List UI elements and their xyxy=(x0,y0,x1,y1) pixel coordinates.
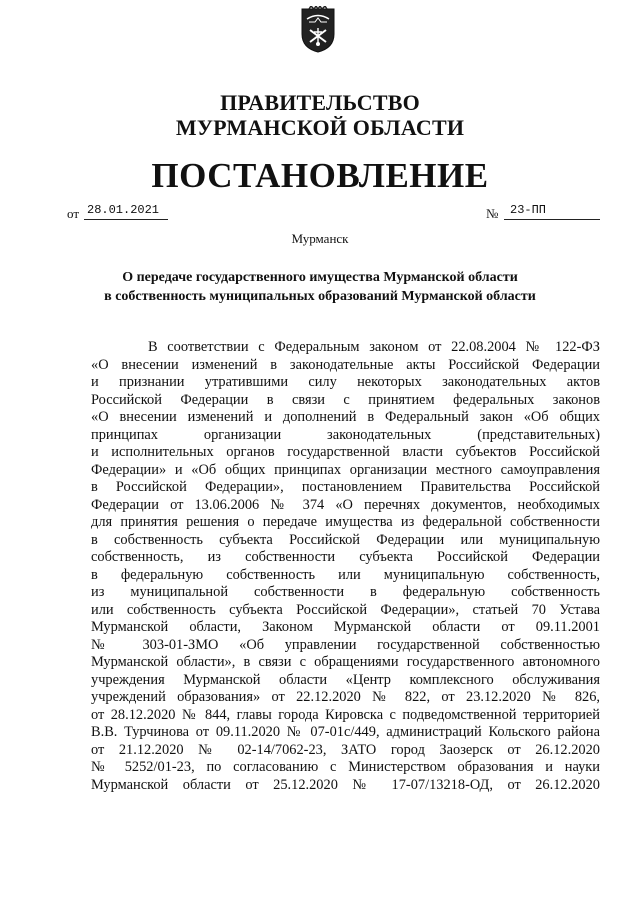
body-line: и признании утратившими силу некоторых законодательных актов xyxy=(91,374,600,390)
body-line: № 5252/01-23, по согласованию с Министерством образования и науки xyxy=(91,759,600,775)
body-line: собственность, из собственности субъекта Российской Федерации xyxy=(91,549,600,565)
body-line: от 21.12.2020 № 02-14/7062-23, ЗАТО город Заозерск от 26.12.2020 xyxy=(91,741,600,758)
body-line: для принятия решения о передаче имущества из федеральной собственности xyxy=(91,514,600,530)
body-line: принципах организации законодательных (представительных) xyxy=(91,426,600,443)
date-value: 28.01.2021 xyxy=(87,203,160,217)
subject-line-1: О передаче государственного имущества Мурманской области xyxy=(122,270,518,285)
body-line: в собственность субъекта Российской Федерации или муниципальную xyxy=(91,531,600,548)
body-line: «О внесении изменений и дополнений в Федеральный закон «Об общих xyxy=(91,409,600,425)
body-line: В.В. Турчинова от 09.11.2020 № 07-01с/449, администраций Кольского района xyxy=(91,724,600,740)
date-underline xyxy=(84,219,168,220)
body-paragraph xyxy=(91,339,600,794)
government-name-line2: МУРМАНСКОЙ ОБЛАСТИ xyxy=(175,115,465,140)
body-line: Мурманской области от 25.12.2020 № 17-07/13218-ОД, от 26.12.2020 xyxy=(91,776,600,793)
body-line: или собственность субъекта Российской Федерации», статьей 70 Устава xyxy=(91,601,600,618)
number-prefix: № xyxy=(486,206,499,221)
city-name: Мурманск xyxy=(291,231,349,246)
document-type-title: ПОСТАНОВЛЕНИЕ xyxy=(151,156,489,195)
body-line: Федерации» и «Об общих принципах организации местного самоуправления xyxy=(91,461,600,478)
number-value: 23-ПП xyxy=(510,203,547,217)
body-line: и исполнительных органов государственной власти субъектов Российской xyxy=(91,444,600,460)
body-line: В соответствии с Федеральным законом от 22.08.2004 № 122-ФЗ xyxy=(148,339,600,355)
body-line: № 303-01-ЗМО «Об управлении государственной собственностью xyxy=(91,636,600,653)
coat-of-arms-icon xyxy=(298,6,338,54)
subject-line-2: в собственность муниципальных образований Мурманской области xyxy=(104,289,536,304)
government-name-line1: ПРАВИТЕЛЬСТВО xyxy=(220,90,420,115)
body-line: учреждения Мурманской области «Центр комплексного обслуживания xyxy=(91,671,600,688)
body-line: от 28.12.2020 № 844, главы города Кировска с подведомственной территорией xyxy=(91,706,600,723)
body-line: учреждений образования» от 22.12.2020 № 822, от 23.12.2020 № 826, xyxy=(91,689,600,705)
body-line: Российской Федерации в связи с принятием федеральных законов xyxy=(91,391,600,408)
body-line: Мурманской области, Законом Мурманской области от 09.11.2001 xyxy=(91,619,600,635)
body-line: в Российской Федерации», постановлением Правительства Российской xyxy=(91,479,600,495)
body-line: Мурманской области», в связи с обращениями государственного автономного xyxy=(91,654,600,670)
body-line: в федеральную собственность или муниципальную собственность, xyxy=(91,566,600,583)
body-line: Федерации от 13.06.2006 № 374 «О перечнях документов, необходимых xyxy=(91,496,600,513)
body-line: из муниципальной собственности в федеральную собственность xyxy=(91,584,600,600)
number-underline xyxy=(504,219,600,220)
date-prefix: от xyxy=(67,206,80,221)
body-line: «О внесении изменений в законодательные акты Российской Федерации xyxy=(91,356,600,373)
